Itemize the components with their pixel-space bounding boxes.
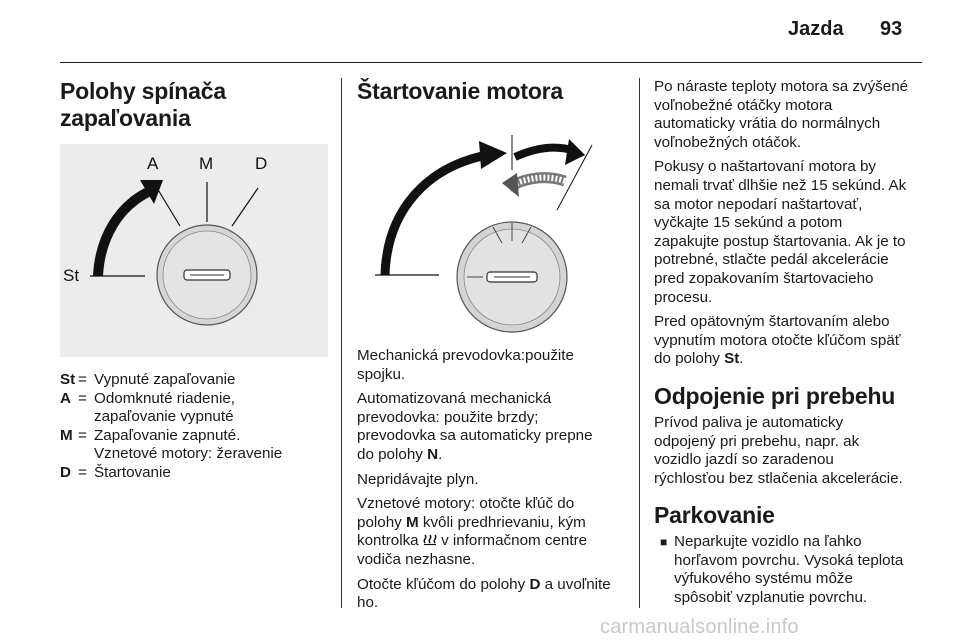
legend-key: D <box>60 463 71 481</box>
section-title: Jazda <box>788 18 844 40</box>
legend-row <box>60 371 328 390</box>
paragraph-automated-transmission: Automatizovaná mechanická prevodovka: použite brzdy; prevodovka sa automaticky prepne do polohy N. <box>357 390 593 463</box>
label-d: D <box>255 154 268 173</box>
paragraph-fuel-cutoff: Prívod paliva je automaticky odpojený pri prebehu, napr. ak vozidlo jazdí so zaradenou rýchlosťou bez stlačenia akcelerácie. <box>654 413 903 487</box>
column-divider-1 <box>341 78 342 608</box>
page-number: 93 <box>880 18 903 40</box>
column-engine-starting <box>357 78 629 619</box>
legend-equals: = <box>78 426 87 444</box>
legend-value: Zapaľovanie zapnuté. Vznetové motory: žeravenie <box>94 426 283 463</box>
label-st: St <box>63 266 80 285</box>
legend-equals: = <box>78 371 87 388</box>
paragraph-idle-speed: Po náraste teploty motora sa zvýšené voľnobežné otáčky motora automaticky vrátia do normálnych voľnobežných otáčok. <box>654 78 909 151</box>
heading-parking: Parkovanie <box>654 502 775 529</box>
paragraph-manual-transmission: Mechanická prevodovka:použite spojku. <box>357 347 574 383</box>
paragraph-no-throttle: Nepridávajte plyn. <box>357 470 479 488</box>
legend-row <box>60 464 328 483</box>
heading-line-2: zapaľovania <box>60 105 191 131</box>
legend-row <box>60 390 328 427</box>
legend-key: A <box>60 389 71 407</box>
paragraph-turn-key: Otočte kľúčom do polohy D a uvoľnite ho. <box>357 575 611 612</box>
column-continued <box>654 78 926 608</box>
heading-engine-starting: Štartovanie motora <box>357 78 564 104</box>
legend-row <box>60 427 328 464</box>
header-divider <box>60 62 922 63</box>
paragraph-start-attempts: Pokusy o naštartovaní motora by nemali trvať dlhšie než 15 sekúnd. Ak sa motor nepodarí naštartovať, vyčkajte 15 sekúnd a potom zapakujte postup štartovania. Ak je to potrebné, stlačte pedál akcelerácie pred zopakovaním štartovacieho procesu. <box>654 158 907 306</box>
heading-line-1: Polohy spínača <box>60 78 226 104</box>
square-bullet-icon: ■ <box>660 535 668 550</box>
positions-legend <box>60 371 328 483</box>
legend-value: Vypnuté zapaľovanie <box>94 371 236 388</box>
column-divider-2 <box>639 78 640 608</box>
glow-plug-icon <box>423 533 437 546</box>
watermark: carmanualsonline.info <box>600 616 799 638</box>
label-m: M <box>199 154 214 173</box>
legend-value: Odomknuté riadenie, zapaľovanie vypnuté <box>94 389 235 426</box>
heading-fuel-cutoff: Odpojenie pri prebehu <box>654 382 896 409</box>
heading-ignition-positions <box>60 78 328 132</box>
legend-equals: = <box>78 463 87 481</box>
legend-key: St <box>60 371 76 388</box>
ignition-switch-illustration <box>60 144 328 357</box>
bullet-text: Neparkujte vozidlo na ľahko horľavom povrchu. Vysoká teplota výfukového systému môže spôsobiť vzplanutie povrchu. <box>674 533 904 607</box>
legend-key: M <box>60 426 73 444</box>
legend-value: Štartovanie <box>94 463 171 481</box>
key-turn-illustration <box>357 115 629 337</box>
legend-equals: = <box>78 389 87 407</box>
paragraph-diesel-preheat: Vznetové motory: otočte kľúč do polohy M kvôli predhrievaniu, kým kontrolka v informačnom centre vodiča nezhasne. <box>357 495 588 568</box>
bullet-item <box>654 533 926 607</box>
label-a: A <box>147 154 159 173</box>
engine-starting-text <box>357 347 629 613</box>
column-ignition-positions <box>60 78 328 483</box>
paragraph-restart: Pred opätovným štartovaním alebo vypnutím motora otočte kľúčom späť do polohy St. <box>654 313 901 368</box>
